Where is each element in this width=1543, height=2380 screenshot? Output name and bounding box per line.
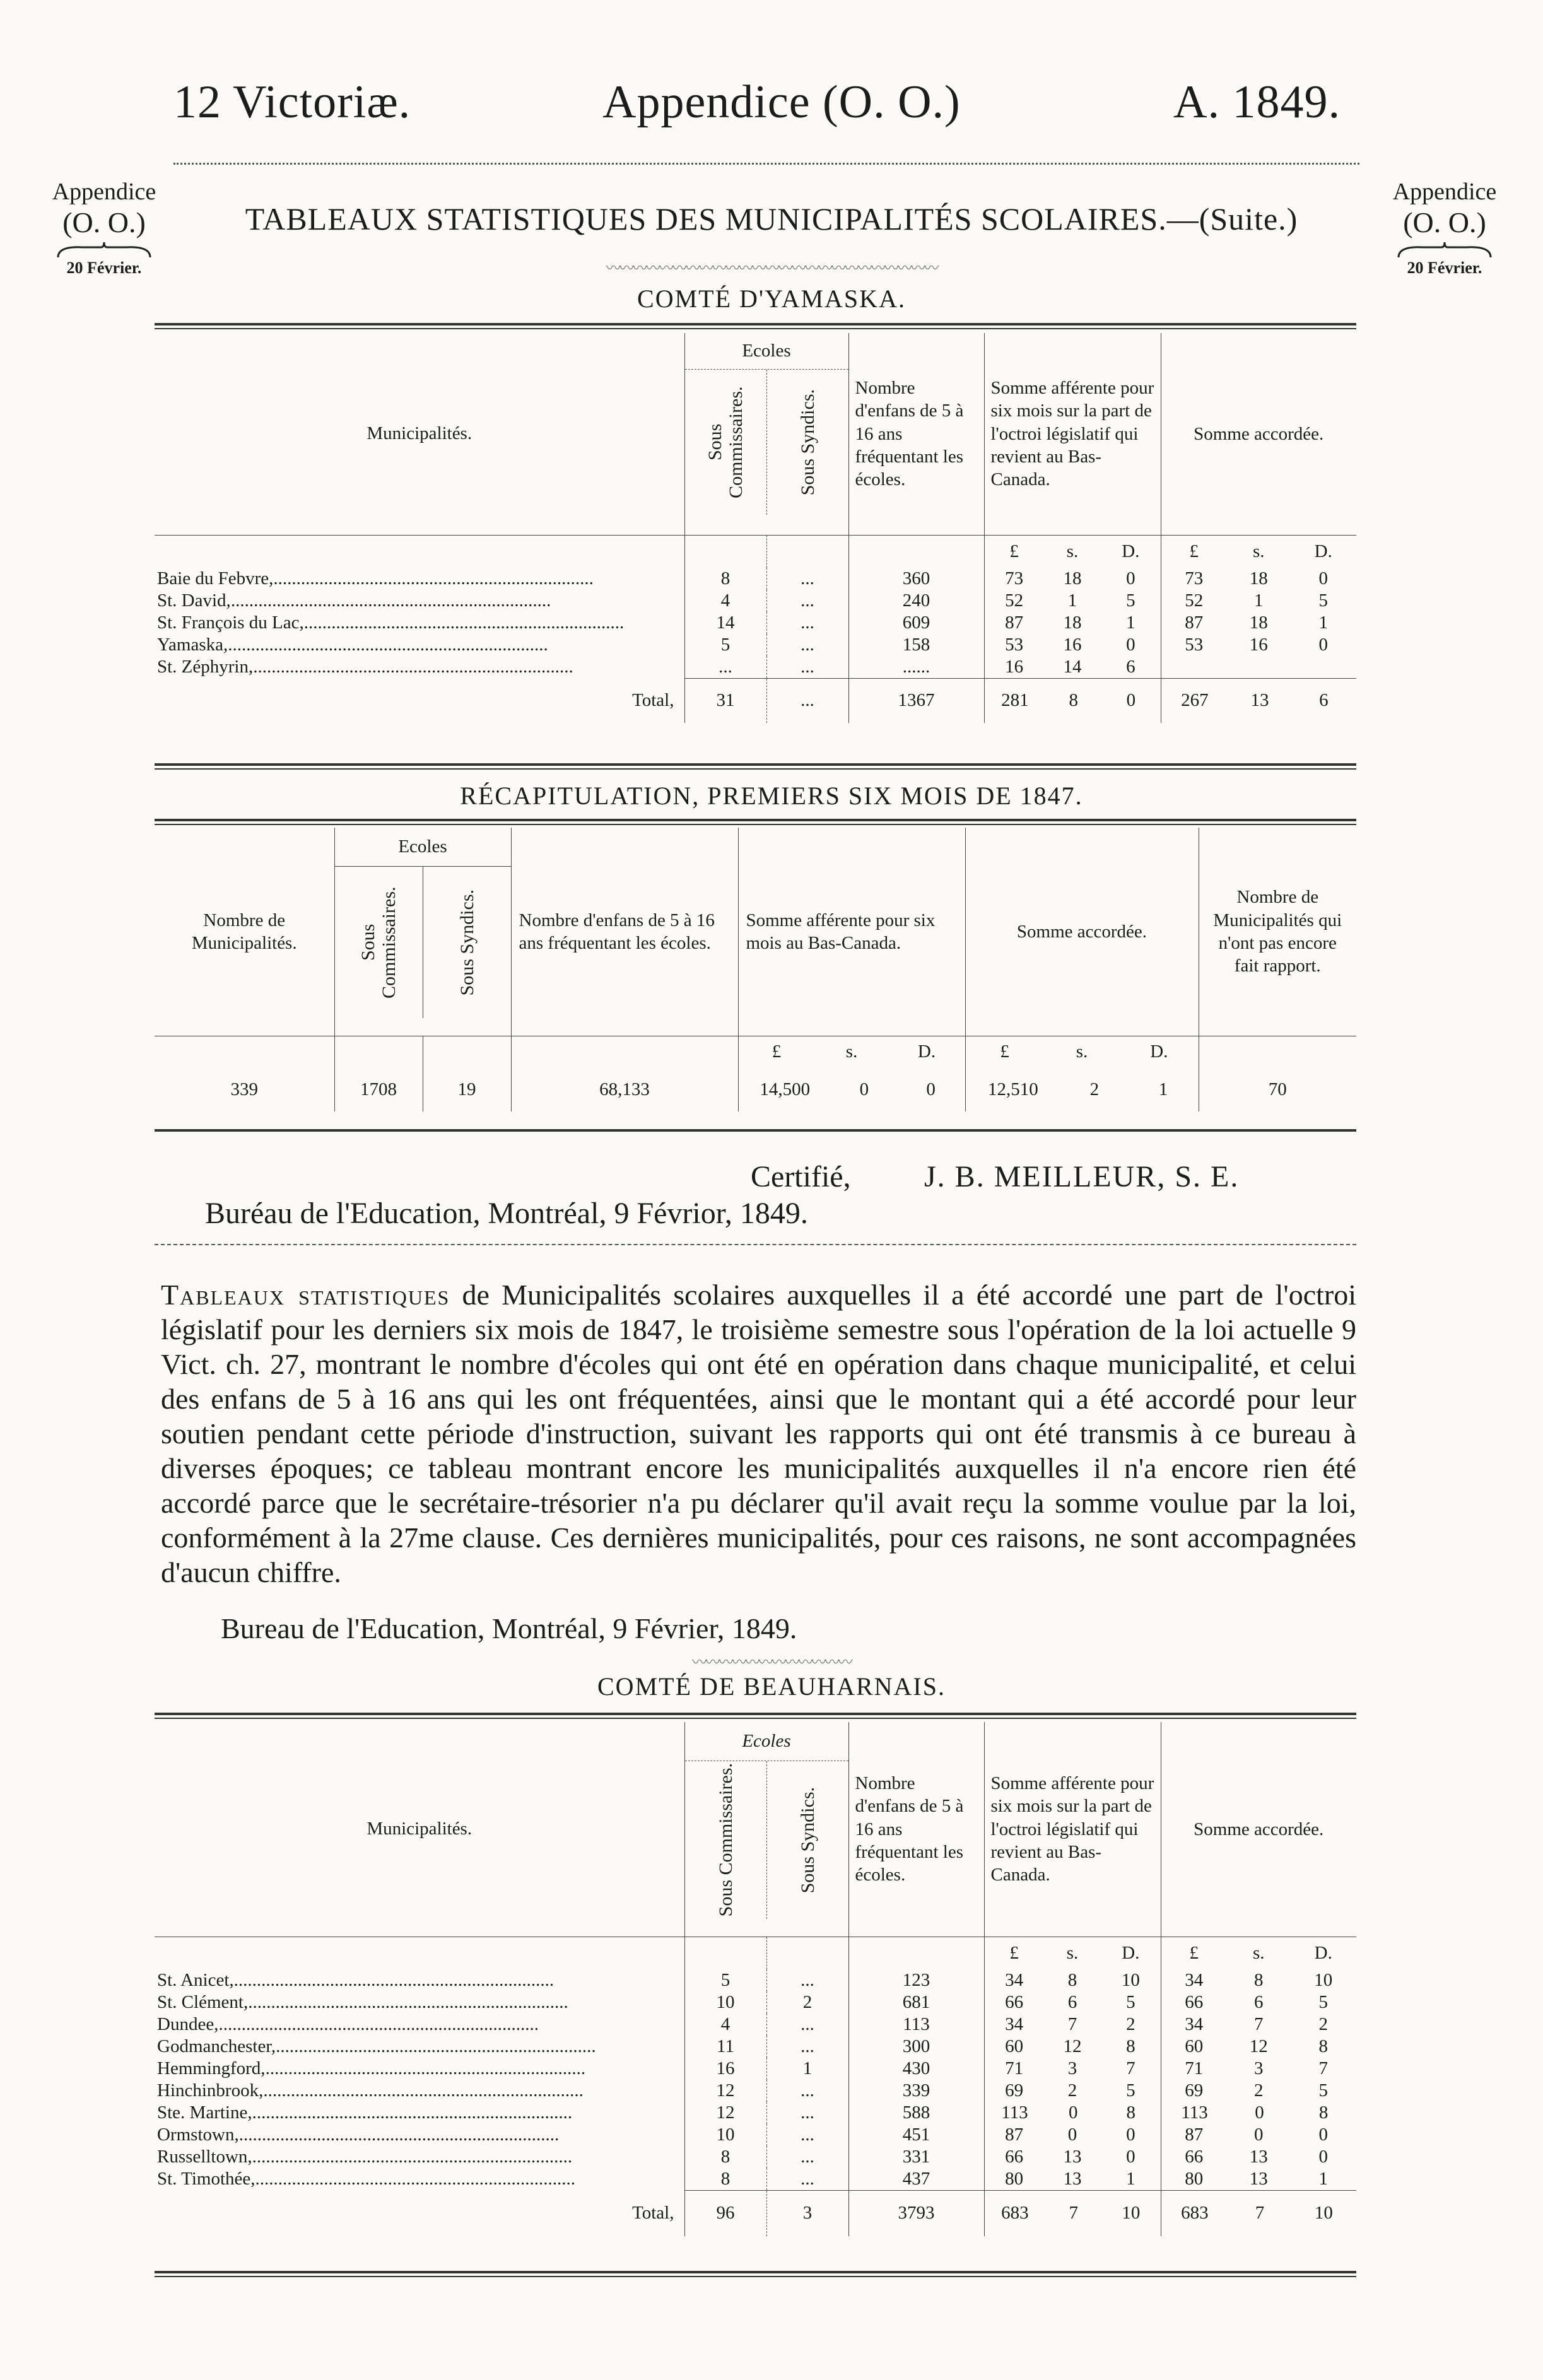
cell-aff-0: 80	[1005, 2169, 1024, 2189]
total-aff-d: 10	[1122, 2203, 1141, 2224]
section-rule	[155, 1244, 1356, 1245]
recap-enfans: 68,133	[511, 1067, 738, 1111]
cell-acc-2: 7	[1318, 2058, 1328, 2078]
cell-acc-2: 8	[1318, 2036, 1328, 2056]
certifie: Certifié,	[751, 1160, 851, 1193]
leader-dots: ......................................................................	[218, 2014, 539, 2034]
total-syndics: 3	[766, 2191, 848, 2236]
table-rule	[155, 328, 1356, 329]
cell-aff-0: 34	[1005, 1970, 1024, 1990]
cell-aff-1: 7	[1067, 2014, 1077, 2034]
recap-aff-l: 14,500	[760, 1079, 811, 1099]
total-aff-l: 281	[1001, 690, 1029, 711]
municipality-name: St. François du Lac,	[157, 613, 304, 633]
cell-enfans: 339	[848, 2080, 984, 2102]
cell-syndics: 1	[766, 2058, 848, 2080]
table-row	[155, 2146, 1356, 2168]
cell-aff-1: 8	[1067, 1970, 1077, 1990]
cell-acc-1: 13	[1249, 2169, 1268, 2189]
cell-acc-1: 18	[1249, 568, 1268, 589]
recap-muni: 339	[155, 1067, 334, 1111]
table-row	[155, 2168, 1356, 2191]
municipality-name: St. Zéphyrin,	[157, 657, 254, 677]
cell-acc-0: 34	[1185, 1970, 1204, 1990]
cell-aff-1: 18	[1063, 568, 1082, 589]
col-ecoles	[334, 828, 511, 1036]
cell-commissaires: 11	[684, 2036, 766, 2058]
municipality-name: St. David,	[157, 590, 231, 611]
cell-syndics: ...	[766, 568, 848, 590]
col-ecoles	[684, 1722, 848, 1937]
cell-acc-2: 5	[1318, 1992, 1328, 2012]
wavy-rule: 〰〰〰〰〰〰〰〰〰〰〰〰〰〰〰〰〰〰〰〰〰〰〰〰〰	[606, 261, 937, 277]
recap-sans-rapport: 70	[1268, 1079, 1287, 1099]
leader-dots: ......................................................................	[233, 1970, 554, 1990]
municipality-name: Dundee,	[157, 2014, 219, 2034]
table-row	[155, 2058, 1356, 2080]
recap-aff-d: 0	[926, 1079, 936, 1099]
margin-label: Appendice	[52, 179, 156, 205]
recap-syndics: 19	[423, 1067, 511, 1111]
col-sans-rapport: Nombre de Municipalités qui n'ont pas encore fait rapport.	[1213, 887, 1342, 976]
cell-commissaires: 8	[684, 2168, 766, 2191]
cell-commissaires: 5	[684, 634, 766, 656]
cell-syndics: ...	[766, 2036, 848, 2058]
municipality-name: St. Clément,	[157, 1992, 249, 2012]
col-nombre: Nombre d'enfans de 5 à 16 ans fréquentant les écoles.	[848, 1722, 984, 1937]
col-somme-accordee: Somme accordée.	[1194, 1819, 1324, 1839]
col-ecoles	[684, 333, 848, 535]
col-ecoles-label: Ecoles	[685, 1722, 848, 1761]
col-syndics: Sous Syndics.	[456, 889, 478, 996]
cell-acc-1: 0	[1255, 2102, 1264, 2123]
leader-dots: ......................................................................	[248, 1992, 568, 2012]
cell-acc-2: 0	[1318, 2125, 1328, 2145]
cell-acc-0: 71	[1185, 2058, 1204, 2078]
cell-aff-2: 5	[1126, 2080, 1135, 2101]
total-enfans: 1367	[848, 679, 984, 723]
cell-aff-1: 2	[1067, 2080, 1077, 2101]
main-title: TABLEAUX STATISTIQUES DES MUNICIPALITÉS SCOLAIRES.—(Suite.)	[245, 201, 1298, 237]
cell-aff-0: 52	[1005, 590, 1024, 611]
cell-aff-1: 18	[1063, 613, 1082, 633]
col-somme-afferente: Somme afférente pour six mois sur la part de l'octroi législatif qui revient au Bas-Canada.	[984, 1722, 1161, 1937]
municipality-name: Baie du Febvre,	[157, 568, 274, 589]
cell-acc-2: 5	[1318, 2080, 1328, 2101]
leader-dots: ......................................................................	[228, 635, 548, 655]
cell-aff-0: 53	[1005, 635, 1024, 655]
col-somme-afferente: Somme afférente pour six mois au Bas-Canada.	[738, 828, 965, 1036]
cell-enfans: 331	[848, 2146, 984, 2168]
cell-acc-1: 13	[1249, 2147, 1268, 2167]
total-aff-l: 683	[1001, 2203, 1029, 2224]
unit-shilling: s.	[1066, 1942, 1079, 1963]
table-rule	[155, 2271, 1356, 2273]
cell-acc-0: 34	[1185, 2014, 1204, 2034]
cell-aff-0: 69	[1005, 2080, 1024, 2101]
cell-acc-1: 16	[1249, 635, 1268, 655]
cell-syndics: 2	[766, 1991, 848, 2014]
cell-aff-2: 0	[1126, 635, 1135, 655]
unit-pence: D.	[917, 1041, 936, 1062]
unit-shilling: s.	[1076, 1041, 1088, 1062]
cell-acc-2: 1	[1318, 613, 1328, 633]
table-row	[155, 656, 1356, 679]
cell-acc-1: 8	[1254, 1970, 1264, 1990]
col-municipalites: Municipalités.	[155, 1722, 684, 1937]
table-row	[155, 612, 1356, 634]
municipality-name: Yamaska,	[157, 635, 228, 655]
cell-acc-2: 8	[1318, 2102, 1329, 2123]
col-commissaires: Sous Commissaires.	[715, 1763, 736, 1917]
municipality-name: St. Timothée,	[157, 2169, 255, 2189]
table-total-row	[155, 2191, 1356, 2236]
cell-enfans: 437	[848, 2168, 984, 2191]
head-rule	[173, 163, 1359, 165]
cell-syndics: ...	[766, 590, 848, 612]
cell-aff-0: 71	[1005, 2058, 1024, 2078]
cell-aff-1: 1	[1067, 590, 1077, 611]
intro-paragraph	[161, 1277, 1356, 1590]
running-head-center: Appendice (O. O.)	[602, 76, 961, 128]
municipality-name: Ste. Martine,	[157, 2102, 252, 2123]
municipality-name: Hemmingford,	[157, 2058, 266, 2078]
margin-date: 20 Février.	[1407, 258, 1482, 277]
margin-code: (O. O.)	[62, 206, 146, 238]
cell-acc-1: 0	[1254, 2125, 1264, 2145]
cell-aff-2: 7	[1126, 2058, 1135, 2078]
cell-commissaires: 4	[684, 2014, 766, 2036]
cell-aff-0: 87	[1005, 613, 1024, 633]
recap-acc-l: 12,510	[988, 1079, 1038, 1099]
cell-aff-0: 87	[1005, 2125, 1024, 2145]
total-acc-d: 10	[1314, 2203, 1333, 2224]
cell-commissaires: 8	[684, 2146, 766, 2168]
cell-aff-2: 0	[1126, 568, 1135, 589]
table-row	[155, 2014, 1356, 2036]
table-rule	[155, 819, 1356, 821]
table-row	[155, 2124, 1356, 2146]
cell-commissaires: 14	[684, 612, 766, 634]
total-acc-l: 683	[1181, 2203, 1209, 2224]
cell-acc-0: 113	[1181, 2102, 1208, 2123]
running-head-right: A. 1849.	[1173, 76, 1341, 128]
cell-syndics: ...	[766, 2080, 848, 2102]
table-rule	[155, 824, 1356, 825]
total-aff-s: 7	[1069, 2203, 1078, 2224]
recap-acc-d: 1	[1158, 1079, 1168, 1099]
total-acc-d: 6	[1319, 690, 1329, 711]
total-syndics: ...	[766, 679, 848, 723]
cell-commissaires: 12	[684, 2102, 766, 2124]
signature: J. B. MEILLEUR, S. E.	[924, 1160, 1240, 1193]
total-acc-s: 13	[1250, 690, 1269, 711]
unit-pound: £	[1000, 1041, 1009, 1062]
cell-acc-2: 5	[1318, 590, 1328, 611]
cell-aff-2: 1	[1126, 613, 1135, 633]
leader-dots: ......................................................................	[276, 2036, 596, 2056]
cell-enfans: 113	[848, 2014, 984, 2036]
table-row	[155, 590, 1356, 612]
yamaska-heading: COMTÉ D'YAMASKA.	[637, 284, 906, 313]
cell-aff-0: 34	[1005, 2014, 1024, 2034]
cell-acc-2: 0	[1318, 2147, 1328, 2167]
cell-aff-1: 16	[1063, 635, 1082, 655]
cell-enfans: 158	[848, 634, 984, 656]
table-total-row	[155, 679, 1356, 723]
cell-acc-0: 53	[1185, 635, 1204, 655]
total-commissaires: 31	[684, 679, 766, 723]
col-nombre-municipalites: Nombre de Municipalités.	[155, 828, 334, 1036]
unit-shilling: s.	[1066, 541, 1079, 561]
cell-commissaires: 12	[684, 2080, 766, 2102]
cell-aff-2: 2	[1126, 2014, 1135, 2034]
col-somme-afferente: Somme afférente pour six mois sur la part de l'octroi législatif qui revient au Bas-Canada.	[984, 333, 1161, 535]
leader-dots: ......................................................................	[253, 657, 573, 677]
cell-acc-0: 69	[1185, 2080, 1204, 2101]
certification-bureau: Buréau de l'Education, Montréal, 9 Févrior, 1849.	[205, 1197, 808, 1230]
col-commissaires: Sous Commissaires.	[358, 886, 399, 999]
table-row	[155, 1969, 1356, 1991]
yamaska-table	[155, 333, 1356, 723]
cell-syndics: ...	[766, 634, 848, 656]
unit-shilling: s.	[1252, 1942, 1265, 1963]
municipality-name: Godmanchester,	[157, 2036, 276, 2056]
cell-aff-0: 60	[1005, 2036, 1024, 2056]
table-rule	[155, 1129, 1356, 1132]
cell-aff-1: 14	[1063, 657, 1082, 677]
unit-pound: £	[1009, 1942, 1019, 1963]
cell-acc-1: 18	[1249, 613, 1268, 633]
cell-aff-0: 73	[1005, 568, 1024, 589]
total-label: Total,	[155, 2191, 684, 2236]
cell-acc-1: 1	[1254, 590, 1264, 611]
cell-acc-0: 87	[1185, 613, 1204, 633]
unit-shilling: s.	[845, 1041, 858, 1062]
cell-aff-2: 5	[1126, 590, 1135, 611]
cell-aff-2: 1	[1126, 2169, 1135, 2189]
unit-pound: £	[1189, 541, 1199, 561]
table-row	[155, 2102, 1356, 2124]
table-row	[155, 634, 1356, 656]
cell-commissaires: 8	[684, 568, 766, 590]
unit-pence: D.	[1314, 541, 1332, 561]
total-commissaires: 96	[684, 2191, 766, 2236]
cell-aff-0: 66	[1005, 1992, 1024, 2012]
total-aff-d: 0	[1126, 690, 1136, 711]
cell-aff-1: 13	[1063, 2147, 1082, 2167]
cell-enfans: 430	[848, 2058, 984, 2080]
cell-syndics: ...	[766, 1969, 848, 1991]
recap-table	[155, 828, 1356, 1111]
cell-syndics: ...	[766, 2102, 848, 2124]
col-ecoles-label: Ecoles	[335, 828, 511, 867]
margin-date: 20 Février.	[66, 258, 142, 277]
leader-dots: ......................................................................	[238, 2125, 560, 2145]
cell-acc-0: 52	[1185, 590, 1204, 611]
table-row	[155, 1991, 1356, 2014]
col-somme-accordee: Somme accordée.	[965, 828, 1199, 1036]
cell-aff-1: 13	[1063, 2169, 1082, 2189]
col-ecoles-label: Ecoles	[685, 333, 848, 370]
cell-enfans: 681	[848, 1991, 984, 2014]
recap-heading: RÉCAPITULATION, PREMIERS SIX MOIS DE 1847.	[460, 782, 1083, 810]
cell-syndics: ...	[766, 2146, 848, 2168]
cell-acc-0: 66	[1185, 1992, 1204, 2012]
unit-pound: £	[1009, 541, 1019, 561]
cell-acc-2: 0	[1318, 635, 1328, 655]
cell-enfans: 451	[848, 2124, 984, 2146]
cell-acc-1: 12	[1249, 2036, 1268, 2056]
col-syndics: Sous Syndics.	[797, 389, 818, 496]
leader-dots: ......................................................................	[263, 2080, 584, 2101]
cell-syndics: ...	[766, 612, 848, 634]
cell-aff-0: 113	[1001, 2102, 1028, 2123]
cell-enfans: ......	[848, 656, 984, 679]
table-rule	[155, 1718, 1356, 1719]
leader-dots: ......................................................................	[265, 2058, 586, 2078]
cell-aff-1: 0	[1068, 2102, 1078, 2123]
municipality-name: St. Anicet,	[157, 1970, 234, 1990]
cell-acc-0: 73	[1185, 568, 1204, 589]
cell-commissaires: ...	[684, 656, 766, 679]
running-head-left: 12 Victoriæ.	[173, 76, 411, 128]
total-aff-s: 8	[1069, 690, 1078, 711]
cell-acc-0: 60	[1185, 2036, 1204, 2056]
leader-dots: ......................................................................	[255, 2169, 576, 2189]
municipality-name: Russelltown,	[157, 2147, 252, 2167]
cell-acc-2: 1	[1318, 2169, 1328, 2189]
table-row	[155, 2080, 1356, 2102]
cell-aff-2: 0	[1126, 2147, 1135, 2167]
cell-acc-1: 6	[1254, 1992, 1264, 2012]
cell-acc-2: 2	[1318, 2014, 1328, 2034]
cell-commissaires: 10	[684, 2124, 766, 2146]
leader-dots: ......................................................................	[252, 2147, 573, 2167]
cell-aff-2: 0	[1126, 2125, 1135, 2145]
cell-aff-0: 16	[1005, 657, 1024, 677]
paragraph-text: de Municipalités scolaires auxquelles il a été accordé une part de l'octroi législatif pour les derniers six mois de 1847, le troisième semestre sous l'opération de la loi actuelle 9 Vict. ch. 27, montrant le nombre d'écoles qui ont été en opération dans chaque municipalité, et celui des enfans de 5 à 16 ans qui les ont fréquentées, ainsi que le montant qui a été accordé pour leur soutien pendant cette période d'instruction, suivant les rapports qui ont été transmis à ce bureau à diverses époques; ce tableau montrant encore les municipalités auxquelles il n'a encore rien été accordé parce que le secrétaire-trésorier n'a pu déclarer qu'il avait reçu la somme voulue par la loi, conformément à la 27me clause. Ces dernières municipalités, pour ces raisons, ne sont accompagnées d'aucun chiffre.	[161, 1279, 1357, 1588]
cell-acc-0: 87	[1185, 2125, 1204, 2145]
cell-syndics: ...	[766, 2014, 848, 2036]
unit-pence: D.	[1122, 1942, 1140, 1963]
cell-enfans: 300	[848, 2036, 984, 2058]
total-acc-s: 7	[1255, 2203, 1265, 2224]
cell-aff-2: 8	[1126, 2102, 1135, 2123]
cell-commissaires: 16	[684, 2058, 766, 2080]
cell-enfans: 360	[848, 568, 984, 590]
total-acc-l: 267	[1181, 690, 1209, 711]
unit-pence: D.	[1314, 1942, 1332, 1963]
paragraph-lead: Tableaux statistiques	[161, 1279, 450, 1311]
municipality-name: Hinchinbrook,	[157, 2080, 264, 2101]
beauharnais-heading: COMTÉ DE BEAUHARNAIS.	[597, 1672, 946, 1701]
cell-syndics: ...	[766, 2168, 848, 2191]
cell-acc-0: 66	[1185, 2147, 1204, 2167]
cell-syndics: ...	[766, 656, 848, 679]
unit-pound: £	[772, 1041, 782, 1062]
table-rule	[155, 2276, 1356, 2277]
table-row	[155, 2036, 1356, 2058]
cell-acc-1: 2	[1254, 2080, 1264, 2101]
cell-aff-1: 0	[1067, 2125, 1077, 2145]
beauharnais-table	[155, 1722, 1356, 2236]
cell-enfans: 609	[848, 612, 984, 634]
recap-aff-s: 0	[859, 1079, 869, 1099]
cell-enfans: 123	[848, 1969, 984, 1991]
cell-aff-0: 66	[1005, 2147, 1024, 2167]
cell-aff-1: 6	[1067, 1992, 1077, 2012]
recap-commissaires: 1708	[334, 1067, 423, 1111]
leader-dots: ......................................................................	[303, 613, 625, 633]
leader-dots: ......................................................................	[252, 2102, 573, 2123]
recap-acc-s: 2	[1089, 1079, 1100, 1099]
cell-enfans: 588	[848, 2102, 984, 2124]
col-municipalites: Municipalités.	[155, 333, 684, 535]
unit-pence: D.	[1150, 1041, 1168, 1062]
total-label: Total,	[155, 679, 684, 723]
cell-acc-1: 7	[1254, 2014, 1264, 2034]
col-commissaires: Sous Commissaires.	[705, 386, 746, 498]
cell-aff-1: 12	[1063, 2036, 1082, 2056]
cell-aff-2: 8	[1126, 2036, 1135, 2056]
margin-label: Appendice	[1392, 179, 1497, 205]
table-row	[155, 568, 1356, 590]
cell-acc-0: 80	[1185, 2169, 1204, 2189]
unit-pence: D.	[1122, 541, 1140, 561]
cell-acc-1: 3	[1254, 2058, 1264, 2078]
cell-commissaires: 5	[684, 1969, 766, 1991]
unit-shilling: s.	[1252, 541, 1265, 561]
col-enfans: Nombre d'enfans de 5 à 16 ans fréquentant les écoles.	[511, 828, 738, 1036]
table-rule	[155, 763, 1356, 766]
leader-dots: ......................................................................	[230, 590, 551, 611]
table-rule	[155, 1713, 1356, 1715]
cell-acc-2: 0	[1318, 568, 1328, 589]
col-somme-accordee: Somme accordée.	[1194, 423, 1324, 444]
table-rule	[155, 323, 1356, 325]
cell-syndics: ...	[766, 2124, 848, 2146]
total-enfans: 3793	[848, 2191, 984, 2236]
cell-aff-2: 6	[1126, 657, 1135, 677]
table-rule	[155, 768, 1356, 770]
municipality-name: Ormstown,	[157, 2125, 239, 2145]
cell-aff-2: 5	[1126, 1992, 1135, 2012]
cell-enfans: 240	[848, 590, 984, 612]
cell-commissaires: 10	[684, 1991, 766, 2014]
cell-aff-1: 3	[1067, 2058, 1077, 2078]
cell-commissaires: 4	[684, 590, 766, 612]
cell-aff-2: 10	[1121, 1970, 1140, 1990]
cell-acc-2: 10	[1314, 1970, 1333, 1990]
unit-pound: £	[1189, 1942, 1199, 1963]
margin-code: (O. O.)	[1403, 206, 1486, 238]
col-syndics: Sous Syndics.	[797, 1786, 818, 1894]
recap-row	[155, 1067, 1356, 1111]
paragraph-bureau: Bureau de l'Education, Montréal, 9 Février, 1849.	[221, 1612, 797, 1644]
leader-dots: ......................................................................	[273, 568, 594, 589]
wavy-rule: 〰〰〰〰〰〰〰〰〰〰〰〰	[692, 1655, 851, 1671]
col-nombre: Nombre d'enfans de 5 à 16 ans fréquentant les écoles.	[848, 333, 984, 535]
